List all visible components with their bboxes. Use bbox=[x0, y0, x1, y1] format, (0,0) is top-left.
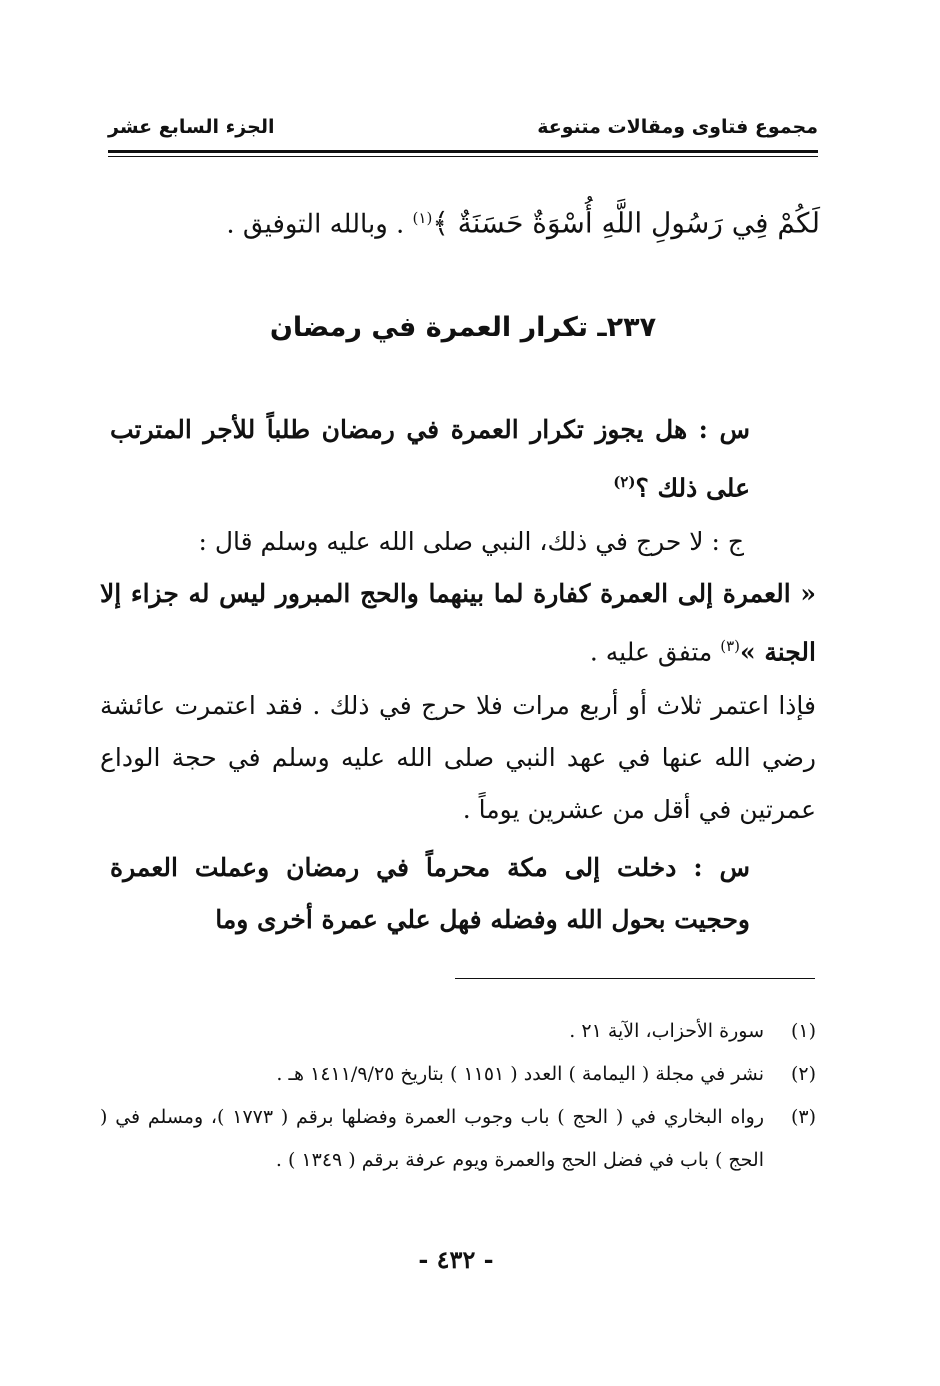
running-header bbox=[108, 116, 818, 146]
page-number: - ٤٣٢ - bbox=[418, 1245, 494, 1274]
question-2 bbox=[110, 842, 750, 946]
book-title: مجموع فتاوى ومقالات متنوعة bbox=[537, 116, 818, 138]
footnote-number: (٣) bbox=[790, 1106, 816, 1128]
question-1-text: س : هل يجوز تكرار العمرة في رمضان طلباً للأجر المترتب على ذلك ؟ bbox=[110, 415, 750, 503]
footnote-text: نشر في مجلة ( اليمامة ) العدد ( ١١٥١ ) بتاريخ ١٤١١/٩/٢٥ هـ . bbox=[276, 1063, 764, 1085]
footnote-text: سورة الأحزاب، الآية ٢١ . bbox=[569, 1020, 764, 1042]
footnote-number: (٢) bbox=[790, 1063, 816, 1085]
footnote-ref-2: (٢) bbox=[613, 473, 636, 491]
header-rule-thin bbox=[108, 156, 818, 157]
footnote-text: رواه البخاري في ( الحج ) باب وجوب العمرة وفضلها برقم ( ١٧٧٣ )، ومسلم في ( الحج ) باب في فضل الحج والعمرة ويوم عرفة برقم ( ١٣٤٩ ) . bbox=[100, 1106, 764, 1171]
answer-1-intro: ج : لا حرج في ذلك، النبي صلى الله عليه وسلم قال : bbox=[198, 527, 744, 556]
volume-label: الجزء السابع عشر bbox=[108, 116, 275, 138]
footnote bbox=[100, 1053, 816, 1096]
hadith-grading: متفق عليه . bbox=[589, 637, 713, 667]
header-rule-thick bbox=[108, 150, 818, 153]
footnote bbox=[100, 1010, 816, 1053]
verse-continuation bbox=[226, 196, 820, 247]
section-title: ٢٣٧ـ تكرار العمرة في رمضان bbox=[269, 312, 657, 343]
answer-1 bbox=[100, 516, 816, 678]
hadith-text: « العمرة إلى العمرة كفارة لما بينهما والحج المبرور ليس له جزاء إلا الجنة » bbox=[100, 579, 816, 667]
paragraph-1-text: فإذا اعتمر ثلاث أو أربع مرات فلا حرج في ذلك . فقد اعتمرت عائشة رضي الله عنها في عهد النبي صلى الله عليه وسلم في حجة الوداع عمرتين في أقل من عشرين يوماً . bbox=[100, 691, 816, 824]
closing-phrase: . وبالله التوفيق . bbox=[226, 209, 405, 240]
footnote-ref-3: (٣) bbox=[720, 637, 741, 655]
footnote-number: (١) bbox=[790, 1020, 816, 1042]
footnote bbox=[100, 1096, 816, 1182]
footnote-separator bbox=[455, 978, 815, 979]
quran-text: لَكُمْ فِي رَسُولِ اللَّهِ أُسْوَةٌ حَسَنَةٌ ﴾ bbox=[432, 206, 820, 240]
question-1 bbox=[110, 404, 750, 514]
footnotes bbox=[100, 1010, 816, 1182]
paragraph-1 bbox=[100, 680, 816, 836]
footnote-ref-1: (١) bbox=[412, 209, 433, 227]
question-2-text: س : دخلت إلى مكة محرماً في رمضان وعملت العمرة وحجيت بحول الله وفضله فهل علي عمرة أخرى وما bbox=[110, 853, 750, 934]
